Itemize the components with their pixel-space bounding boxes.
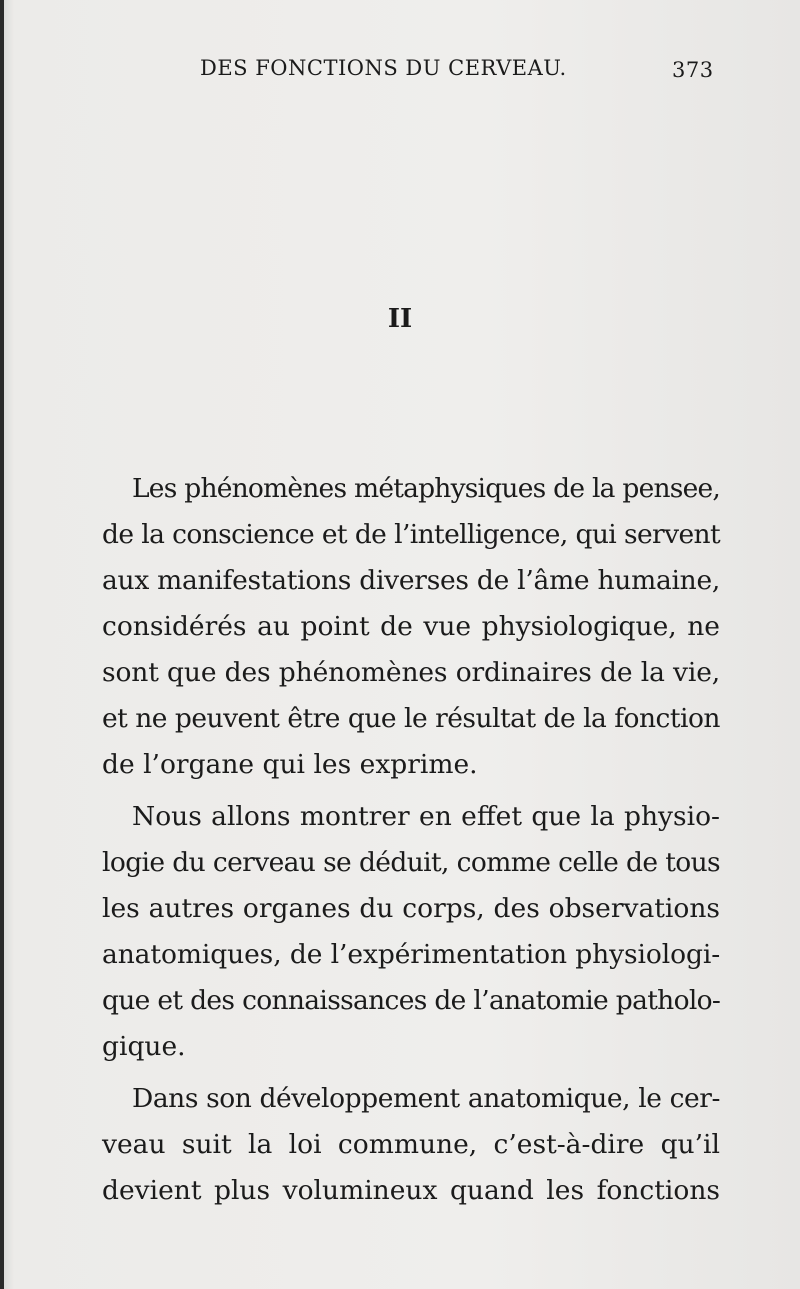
paragraph xyxy=(72,1076,720,1214)
paragraph xyxy=(72,794,720,1070)
text-line: veau suit la loi commune, c’est-à-dire qu’il xyxy=(102,1129,720,1160)
text-line: Les phénomènes métaphysiques de la pensee, xyxy=(132,473,720,504)
body-text xyxy=(72,466,720,1220)
text-line: que et des connaissances de l’anatomie patholo- xyxy=(102,985,721,1016)
text-line: sont que des phénomènes ordinaires de la vie, xyxy=(102,657,721,688)
text-line: logie du cerveau se déduit, comme celle de tous xyxy=(102,847,720,878)
text-line: de l’organe qui les exprime. xyxy=(102,749,478,780)
page-header xyxy=(0,56,800,92)
page-binding-edge xyxy=(0,0,4,1289)
text-line: et ne peuvent être que le résultat de la fonction xyxy=(102,703,720,734)
paragraph xyxy=(72,466,720,788)
text-line: Nous allons montrer en effet que la physio- xyxy=(132,801,720,832)
text-line: considérés au point de vue physiologique, ne xyxy=(102,611,720,642)
text-line: Dans son développement anatomique, le cer- xyxy=(132,1083,720,1114)
text-line: gique. xyxy=(102,1031,186,1062)
section-number: II xyxy=(387,304,413,334)
running-title: DES FONCTIONS DU CERVEAU. xyxy=(200,56,567,80)
text-line: anatomiques, de l’expérimentation physiologi- xyxy=(102,939,721,970)
text-line: les autres organes du corps, des observations xyxy=(102,893,720,924)
text-line: devient plus volumineux quand les fonctions xyxy=(102,1175,720,1206)
page-number: 373 xyxy=(672,58,714,82)
text-line: aux manifestations diverses de l’âme humaine, xyxy=(102,565,721,596)
text-line: de la conscience et de l’intelligence, qui servent xyxy=(102,519,720,550)
